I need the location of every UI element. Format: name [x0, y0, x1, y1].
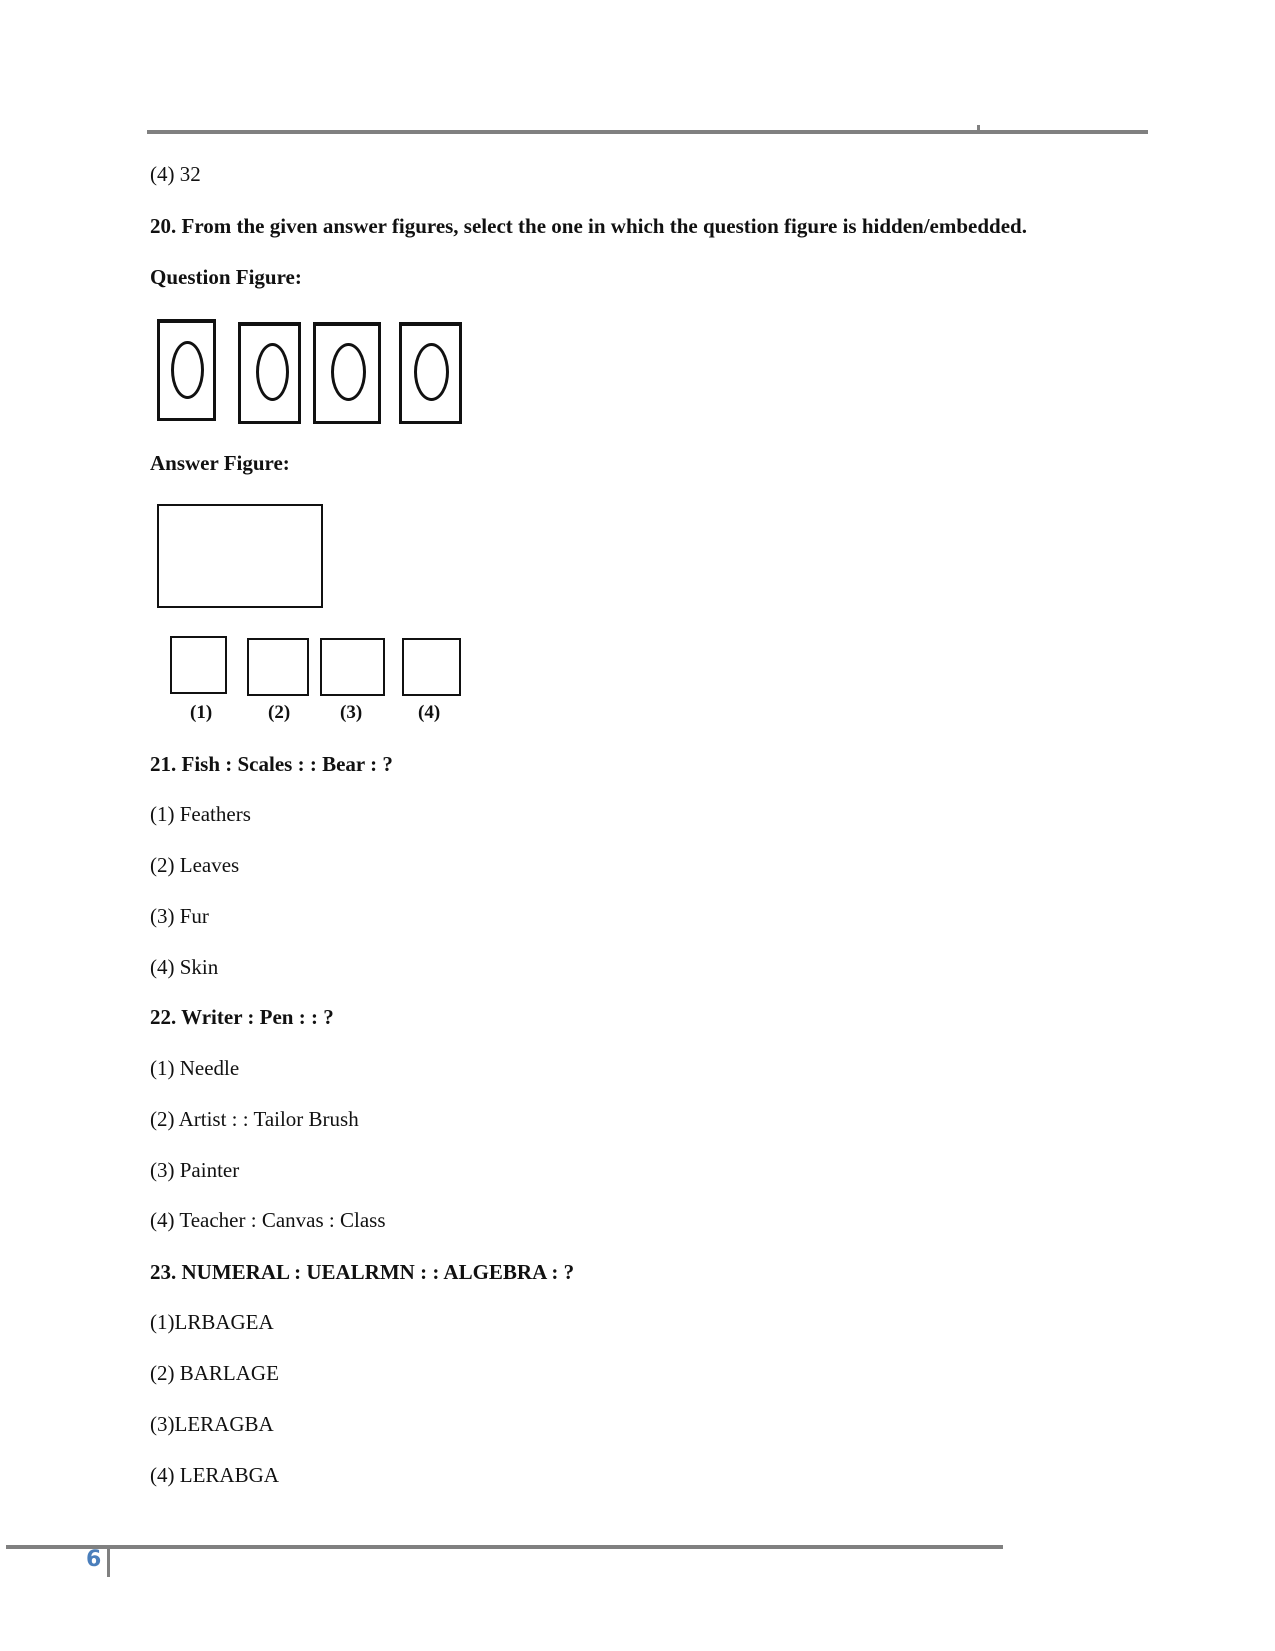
- oval-shape: [171, 341, 204, 399]
- q22-option-4: (4) Teacher : Canvas : Class: [150, 1208, 386, 1232]
- header-rule: [147, 130, 1148, 134]
- answer-option-4-box[interactable]: [402, 638, 461, 696]
- answer-option-4-label: (4): [418, 702, 441, 723]
- q22-option-1: (1) Needle: [150, 1056, 240, 1080]
- answer-option-3-box[interactable]: [320, 638, 385, 696]
- question-figure-box-4: [399, 322, 462, 424]
- question-figure-box-1: [157, 319, 216, 421]
- footer-rule: [6, 1545, 1003, 1549]
- oval-shape: [256, 343, 289, 401]
- question-figure-label: Question Figure:: [150, 265, 302, 289]
- q23-option-2: (2) BARLAGE: [150, 1361, 279, 1385]
- answer-figure-label: Answer Figure:: [150, 451, 290, 475]
- answer-option-2-label: (2): [268, 702, 291, 723]
- question-figure-box-3: [313, 322, 381, 424]
- q23-option-1: (1)LRBAGEA: [150, 1310, 274, 1334]
- question-figure-box-2: [238, 322, 301, 424]
- q21-option-2: (2) Leaves: [150, 853, 240, 877]
- q22-option-3: (3) Painter: [150, 1158, 240, 1182]
- question-22: 22. Writer : Pen : : ?: [150, 1005, 334, 1029]
- q23-option-4: (4) LERABGA: [150, 1463, 279, 1487]
- question-21: 21. Fish : Scales : : Bear : ?: [150, 752, 393, 776]
- question-20: 20. From the given answer figures, select the one in which the question figure is hidden/embedded.: [150, 214, 1027, 238]
- answer-option-3-label: (3): [340, 702, 363, 723]
- answer-option-1-box[interactable]: [170, 636, 227, 694]
- previous-option: (4) 32: [150, 162, 201, 186]
- q23-option-3: (3)LERAGBA: [150, 1412, 274, 1436]
- footer-page-divider: [107, 1548, 110, 1577]
- q21-option-4: (4) Skin: [150, 955, 219, 979]
- q21-option-3: (3) Fur: [150, 904, 209, 928]
- q22-option-2: (2) Artist : : Tailor Brush: [150, 1107, 359, 1131]
- answer-figure-large-rectangle: [157, 504, 323, 608]
- answer-option-2-box[interactable]: [247, 638, 309, 696]
- q21-option-1: (1) Feathers: [150, 802, 251, 826]
- question-23: 23. NUMERAL : UEALRMN : : ALGEBRA : ?: [150, 1260, 575, 1284]
- page-number: 6: [86, 1547, 102, 1572]
- answer-option-1-label: (1): [190, 702, 213, 723]
- header-rule-tick: [977, 125, 980, 131]
- oval-shape: [331, 343, 366, 401]
- oval-shape: [414, 343, 449, 401]
